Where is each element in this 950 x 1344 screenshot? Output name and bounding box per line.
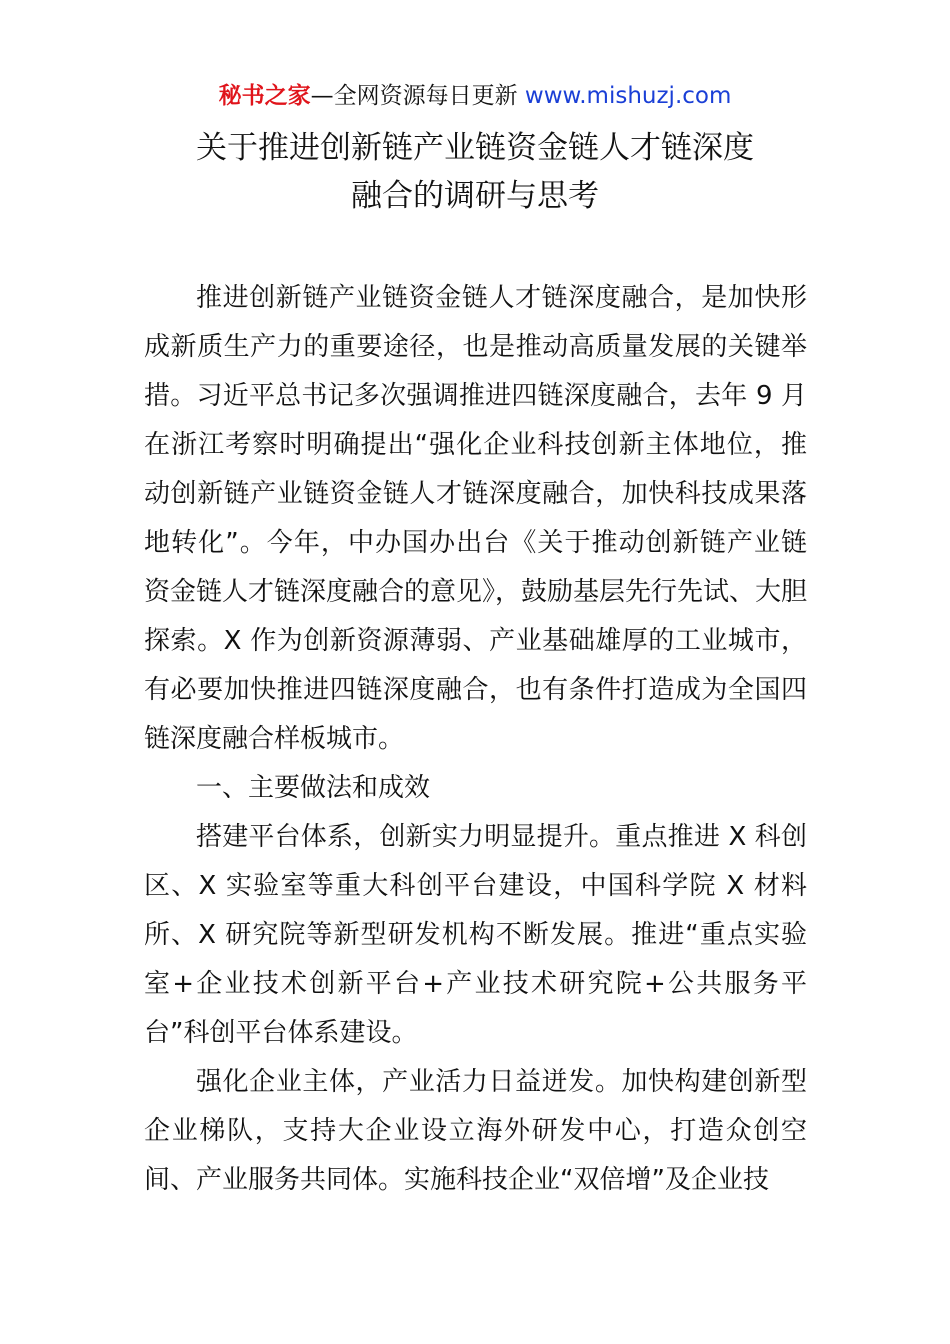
paragraph-intro: 推进创新链产业链资金链人才链深度融合，是加快形成新质生产力的重要途径，也是推动高质量发展的关键举措。习近平总书记多次强调推进四链深度融合，去年 9 月在浙江考察时明确提出“强化企业科技创新主体地位，推动创新链产业链资金链人才链深度融合，加快科技成果落地转化”。今年，中办国办出台《关于推动创新链产业链资金链人才链深度融合的意见》，鼓励基层先行先试、大胆探索。X 作为创新资源薄弱、产业基础雄厚的工业城市，有必要加快推进四链深度融合，也有条件打造成为全国四链深度融合样板城市。: [144, 283, 808, 754]
site-url-link[interactable]: www.mishuzj.com: [524, 83, 732, 109]
title-line-1: 关于推进创新链产业链资金链人才链深度: [196, 130, 754, 166]
paragraph-platform: 搭建平台体系，创新实力明显提升。重点推进 X 科创区、X 实验室等重大科创平台建设，中国科学院 X 材料所、X 研究院等新型研发机构不断发展。推进“重点实验室+企业技术创新平台+产业技术研究院+公共服务平台”科创平台体系建设。: [144, 822, 807, 1048]
document-body: [144, 274, 807, 1205]
site-tagline: —全网资源每日更新: [310, 83, 525, 109]
paragraph-enterprise: 强化企业主体，产业活力日益迸发。加快构建创新型企业梯队，支持大企业设立海外研发中心，打造众创空间、产业服务共同体。实施科技企业“双倍增”及企业技: [144, 1067, 807, 1195]
site-header: [0, 80, 950, 112]
section-heading: 一、主要做法和成效: [196, 773, 431, 803]
title-line-2: 融合的调研与思考: [351, 178, 599, 214]
site-brand: 秘书之家: [218, 83, 311, 109]
document-title: [0, 124, 950, 220]
